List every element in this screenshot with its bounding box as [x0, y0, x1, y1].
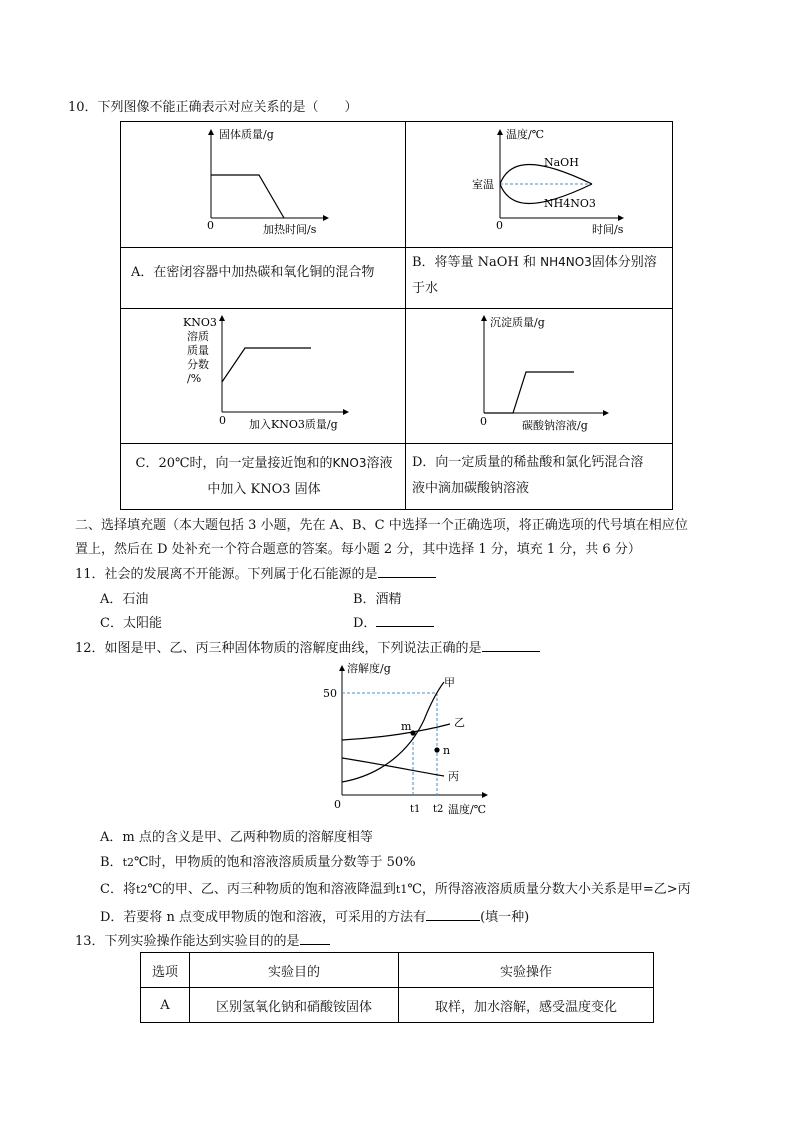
- q11-option-b: B．酒精: [353, 592, 402, 607]
- q12-option-d-blank[interactable]: [426, 908, 480, 921]
- grid-divider-h3: [121, 443, 672, 444]
- q12-n-label: n: [443, 744, 451, 757]
- q12-solubility-chart: [320, 660, 500, 822]
- q12-jia-label: 甲: [444, 676, 455, 689]
- graph-b-origin: 0: [496, 219, 503, 232]
- table-header-option: 选项: [141, 953, 190, 988]
- q12-xlabel: 温度/℃: [448, 803, 487, 816]
- q11-answer-blank[interactable]: [378, 565, 436, 578]
- graph-c-ylabel-1: 溶质: [187, 330, 209, 343]
- graph-d-origin: 0: [480, 415, 487, 428]
- q11-option-a: A．石油: [100, 592, 149, 607]
- q11-option-d: D．: [353, 612, 434, 631]
- q12-option-b: B．t2℃时，甲物质的饱和溶液溶质质量分数等于 50%: [100, 855, 416, 870]
- graph-d-xlabel: 碳酸钠溶液/g: [522, 419, 588, 432]
- graph-c-ylabel-3: 分数: [187, 358, 209, 371]
- q13-stem: 13．下列实验操作能达到实验目的的是: [75, 930, 330, 949]
- table-cell-purpose: 区别氢氧化钠和硝酸铵固体: [190, 988, 399, 1023]
- section2-line2: 置上，然后在 D 处补充一个符合题意的答案。每小题 2 分，其中选择 1 分，填充 1 分，共 6 分）: [75, 542, 641, 557]
- table-cell-option: A: [141, 988, 190, 1023]
- q12-bing-label: 丙: [448, 770, 459, 783]
- graph-a: [121, 122, 405, 247]
- q12-option-c: C．将t2℃的甲、乙、丙三种物质的饱和溶液降温到t1℃，所得溶液溶质质量分数大小关系是甲=乙>丙: [100, 882, 691, 897]
- graph-c-ylabel-formula: KNO3: [183, 316, 217, 329]
- graph-b-ref-label: 室温: [472, 178, 494, 191]
- q12-curve-bing: [342, 758, 444, 776]
- grid-divider-h1: [121, 247, 672, 248]
- q12-option-a: A．m 点的含义是甲、乙两种物质的溶解度相等: [100, 830, 373, 845]
- graph-b-naoh-label: NaOH: [544, 156, 579, 169]
- table-cell-operation: 取样，加水溶解，感受温度变化: [399, 988, 654, 1023]
- q12-answer-blank[interactable]: [482, 639, 540, 652]
- graph-c-xlabel: 加入KNO3质量/g: [249, 418, 338, 431]
- q12-t2-label: t2: [433, 804, 444, 815]
- q10-stem: 10．下列图像不能正确表示对应关系的是（ ）: [68, 100, 358, 115]
- graph-d-ylabel: 沉淀质量/g: [490, 316, 545, 329]
- q11-option-d-blank[interactable]: [376, 614, 434, 627]
- q12-ylabel: 溶解度/g: [347, 662, 391, 675]
- graph-c-ylabel-2: 质量: [187, 344, 209, 357]
- table-header-purpose: 实验目的: [190, 953, 399, 988]
- q10-option-grid: [120, 121, 673, 510]
- graph-b-xlabel: 时间/s: [592, 223, 624, 236]
- q12-point-n: [434, 747, 439, 752]
- graph-a-origin: 0: [207, 219, 214, 232]
- graph-a-line: [211, 175, 284, 218]
- q12-option-d: D．若要将 n 点变成甲物质的饱和溶液，可采用的方法有 (填一种): [100, 910, 530, 925]
- q12-yi-label: 乙: [454, 716, 465, 729]
- graph-c-ylabel-4: /%: [187, 372, 202, 385]
- q12-origin: 0: [334, 798, 341, 811]
- graph-a-ylabel: 固体质量/g: [219, 128, 274, 141]
- table-header-row: [141, 953, 654, 988]
- table-header-operation: 实验操作: [399, 953, 654, 988]
- section2-line1: 二、选择填充题（本大题包括 3 小题，先在 A、B、C 中选择一个正确选项，将正确选项的代号填在相应位: [75, 518, 688, 533]
- graph-c-line: [222, 348, 311, 382]
- q12-y-tick-50: 50: [323, 687, 337, 700]
- q11-stem: 11．社会的发展离不开能源。下列属于化石能源的是: [75, 563, 436, 582]
- q12-stem: 12．如图是甲、乙、丙三种固体物质的溶解度曲线，下列说法正确的是: [75, 637, 540, 656]
- graph-b-ylabel: 温度/℃: [506, 128, 545, 141]
- graph-c: [121, 308, 405, 443]
- graph-d: [406, 308, 673, 443]
- q13-answer-blank[interactable]: [300, 932, 330, 945]
- graph-c-origin: 0: [219, 414, 226, 427]
- q10-caption-d: D．向一定质量的稀盐酸和氯化钙混合溶 液中滴加碳酸钠溶液: [412, 455, 644, 496]
- q12-t1-label: t1: [410, 804, 421, 815]
- graph-a-xlabel: 加热时间/s: [263, 223, 317, 236]
- q13-table: [140, 952, 654, 1023]
- q10-caption-c: C．20℃时，向一定量接近饱和的KNO3溶液 中加入 KNO3 固体: [135, 456, 393, 497]
- q11-option-c: C．太阳能: [100, 616, 162, 631]
- q12-curve-yi: [342, 724, 450, 740]
- graph-b-nh4no3-label: NH4NO3: [544, 197, 596, 210]
- q12-m-label: m: [401, 720, 412, 733]
- table-row: [141, 988, 654, 1023]
- graph-d-line: [484, 372, 574, 413]
- graph-b: [406, 122, 673, 247]
- q10-caption-b: B．将等量 NaOH 和 NH4NO3固体分别溶 于水: [412, 255, 657, 296]
- q10-caption-a: A．在密闭容器中加热碳和氧化铜的混合物: [131, 265, 375, 280]
